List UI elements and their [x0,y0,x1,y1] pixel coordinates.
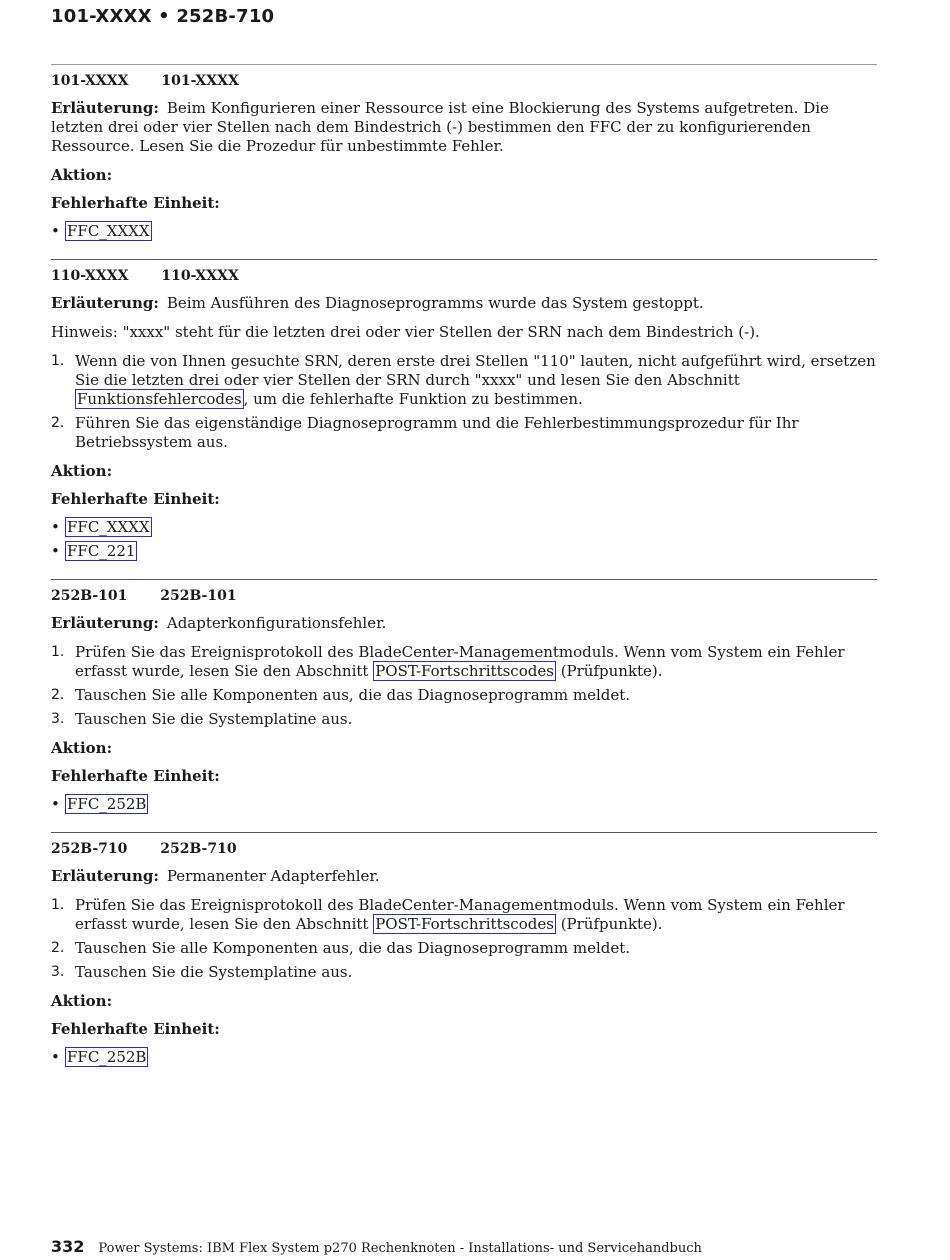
explanation [51,614,877,633]
page-number: 332 [51,1237,85,1256]
section-title [51,841,877,857]
ffc-link[interactable]: FFC_XXXX [67,518,150,536]
page-footer [51,1237,702,1256]
step-list [51,352,877,452]
list-item: 2. Tauschen Sie alle Komponenten aus, die das Diagnoseprogramm meldet. [51,939,631,957]
srn-section-252b-710 [51,832,877,1067]
failing-unit-heading: Fehlerhafte Einheit: [51,490,220,508]
explanation [51,867,877,886]
explanation-label: Erläuterung: [51,99,159,117]
srn-section-110 [51,259,877,561]
list-item: 1. Prüfen Sie das Ereignisprotokoll des BladeCenter-Managementmoduls. Wenn vom System ein Fehler erfasst wurde, lesen Sie den Abschnitt POST-Fortschrittscodes (Prüfpunkte). [51,896,845,933]
explanation-text: Permanenter Adapterfehler. [166,867,380,885]
list-item: 1. Wenn die von Ihnen gesuchte SRN, deren erste drei Stellen "110" lauten, nicht aufgeführt wird, ersetzen Sie die letzten drei oder vier Stellen der SRN durch "xxxx" und lesen Sie den Abschnitt Funktionsfehlercodes , um die fehlerhafte Funktion zu bestimmen. [51,352,876,408]
section-title [51,73,877,89]
explanation-text: Beim Ausführen des Diagnoseprogramms wurde das System gestoppt. [166,294,704,312]
explanation-label: Erläuterung: [51,614,159,632]
srn-section-101 [51,64,877,241]
ffc-link[interactable]: FFC_XXXX [67,222,150,240]
step-list [51,896,877,982]
page-header-title: 101-XXXX • 252B-710 [51,6,275,27]
srn-code: 101-XXXX [51,73,129,89]
note: Hinweis: "xxxx" steht für die letzten drei oder vier Stellen der SRN nach dem Bindestrich (-). [51,323,760,341]
explanation-label: Erläuterung: [51,294,159,312]
list-item: • FFC_221 [51,542,136,560]
post-codes-link[interactable]: POST-Fortschrittscodes [375,915,554,933]
list-item: 2. Führen Sie das eigenständige Diagnoseprogramm und die Fehlerbestimmungsprozedur für Ihr Betriebssystem aus. [51,414,799,451]
srn-code-repeat: 252B-101 [160,588,237,604]
ffc-link[interactable]: FFC_221 [67,542,136,560]
failing-unit-list [51,222,877,241]
srn-code-repeat: 110-XXXX [161,268,239,284]
srn-code: 252B-710 [51,841,128,857]
failing-unit-list [51,518,877,561]
action-heading: Aktion: [51,462,113,480]
list-item: • FFC_252B [51,795,147,813]
post-codes-link[interactable]: POST-Fortschrittscodes [375,662,554,680]
action-heading: Aktion: [51,992,113,1010]
document-content [51,64,877,1085]
failing-unit-heading: Fehlerhafte Einheit: [51,1020,220,1038]
srn-code: 110-XXXX [51,268,129,284]
srn-section-252b-101 [51,579,877,814]
explanation-label: Erläuterung: [51,867,159,885]
action-heading: Aktion: [51,166,113,184]
list-item: • FFC_XXXX [51,518,150,536]
explanation-text: Adapterkonfigurationsfehler. [166,614,387,632]
list-item: • FFC_XXXX [51,222,150,240]
action-heading: Aktion: [51,739,113,757]
ffc-link[interactable]: FFC_252B [67,795,147,813]
list-item: 3. Tauschen Sie die Systemplatine aus. [51,710,353,728]
step-list [51,643,877,729]
list-item: 3. Tauschen Sie die Systemplatine aus. [51,963,353,981]
list-item: 1. Prüfen Sie das Ereignisprotokoll des BladeCenter-Managementmoduls. Wenn vom System ein Fehler erfasst wurde, lesen Sie den Abschnitt POST-Fortschrittscodes (Prüfpunkte). [51,643,845,680]
funktionsfehlercodes-link[interactable]: Funktionsfehlercodes [77,390,242,408]
srn-code-repeat: 101-XXXX [161,73,239,89]
failing-unit-list [51,1048,877,1067]
srn-code-repeat: 252B-710 [160,841,237,857]
failing-unit-heading: Fehlerhafte Einheit: [51,194,220,212]
explanation-text: Beim Konfigurieren einer Ressource ist eine Blockierung des Systems aufgetreten. Die letzten drei oder vier Stellen nach dem Bindestrich (-) bestimmen den FFC der zu konfigurierenden Ressource. Lesen Sie die Prozedur für unbestimmte Fehler. [51,99,829,155]
failing-unit-heading: Fehlerhafte Einheit: [51,767,220,785]
srn-code: 252B-101 [51,588,128,604]
failing-unit-list [51,795,877,814]
footer-text: Power Systems: IBM Flex System p270 Rechenknoten - Installations- und Servicehandbuch [98,1241,702,1256]
list-item: • FFC_252B [51,1048,147,1066]
explanation [51,294,877,313]
explanation [51,99,877,156]
list-item: 2. Tauschen Sie alle Komponenten aus, die das Diagnoseprogramm meldet. [51,686,631,704]
ffc-link[interactable]: FFC_252B [67,1048,147,1066]
section-title [51,268,877,284]
section-title [51,588,877,604]
